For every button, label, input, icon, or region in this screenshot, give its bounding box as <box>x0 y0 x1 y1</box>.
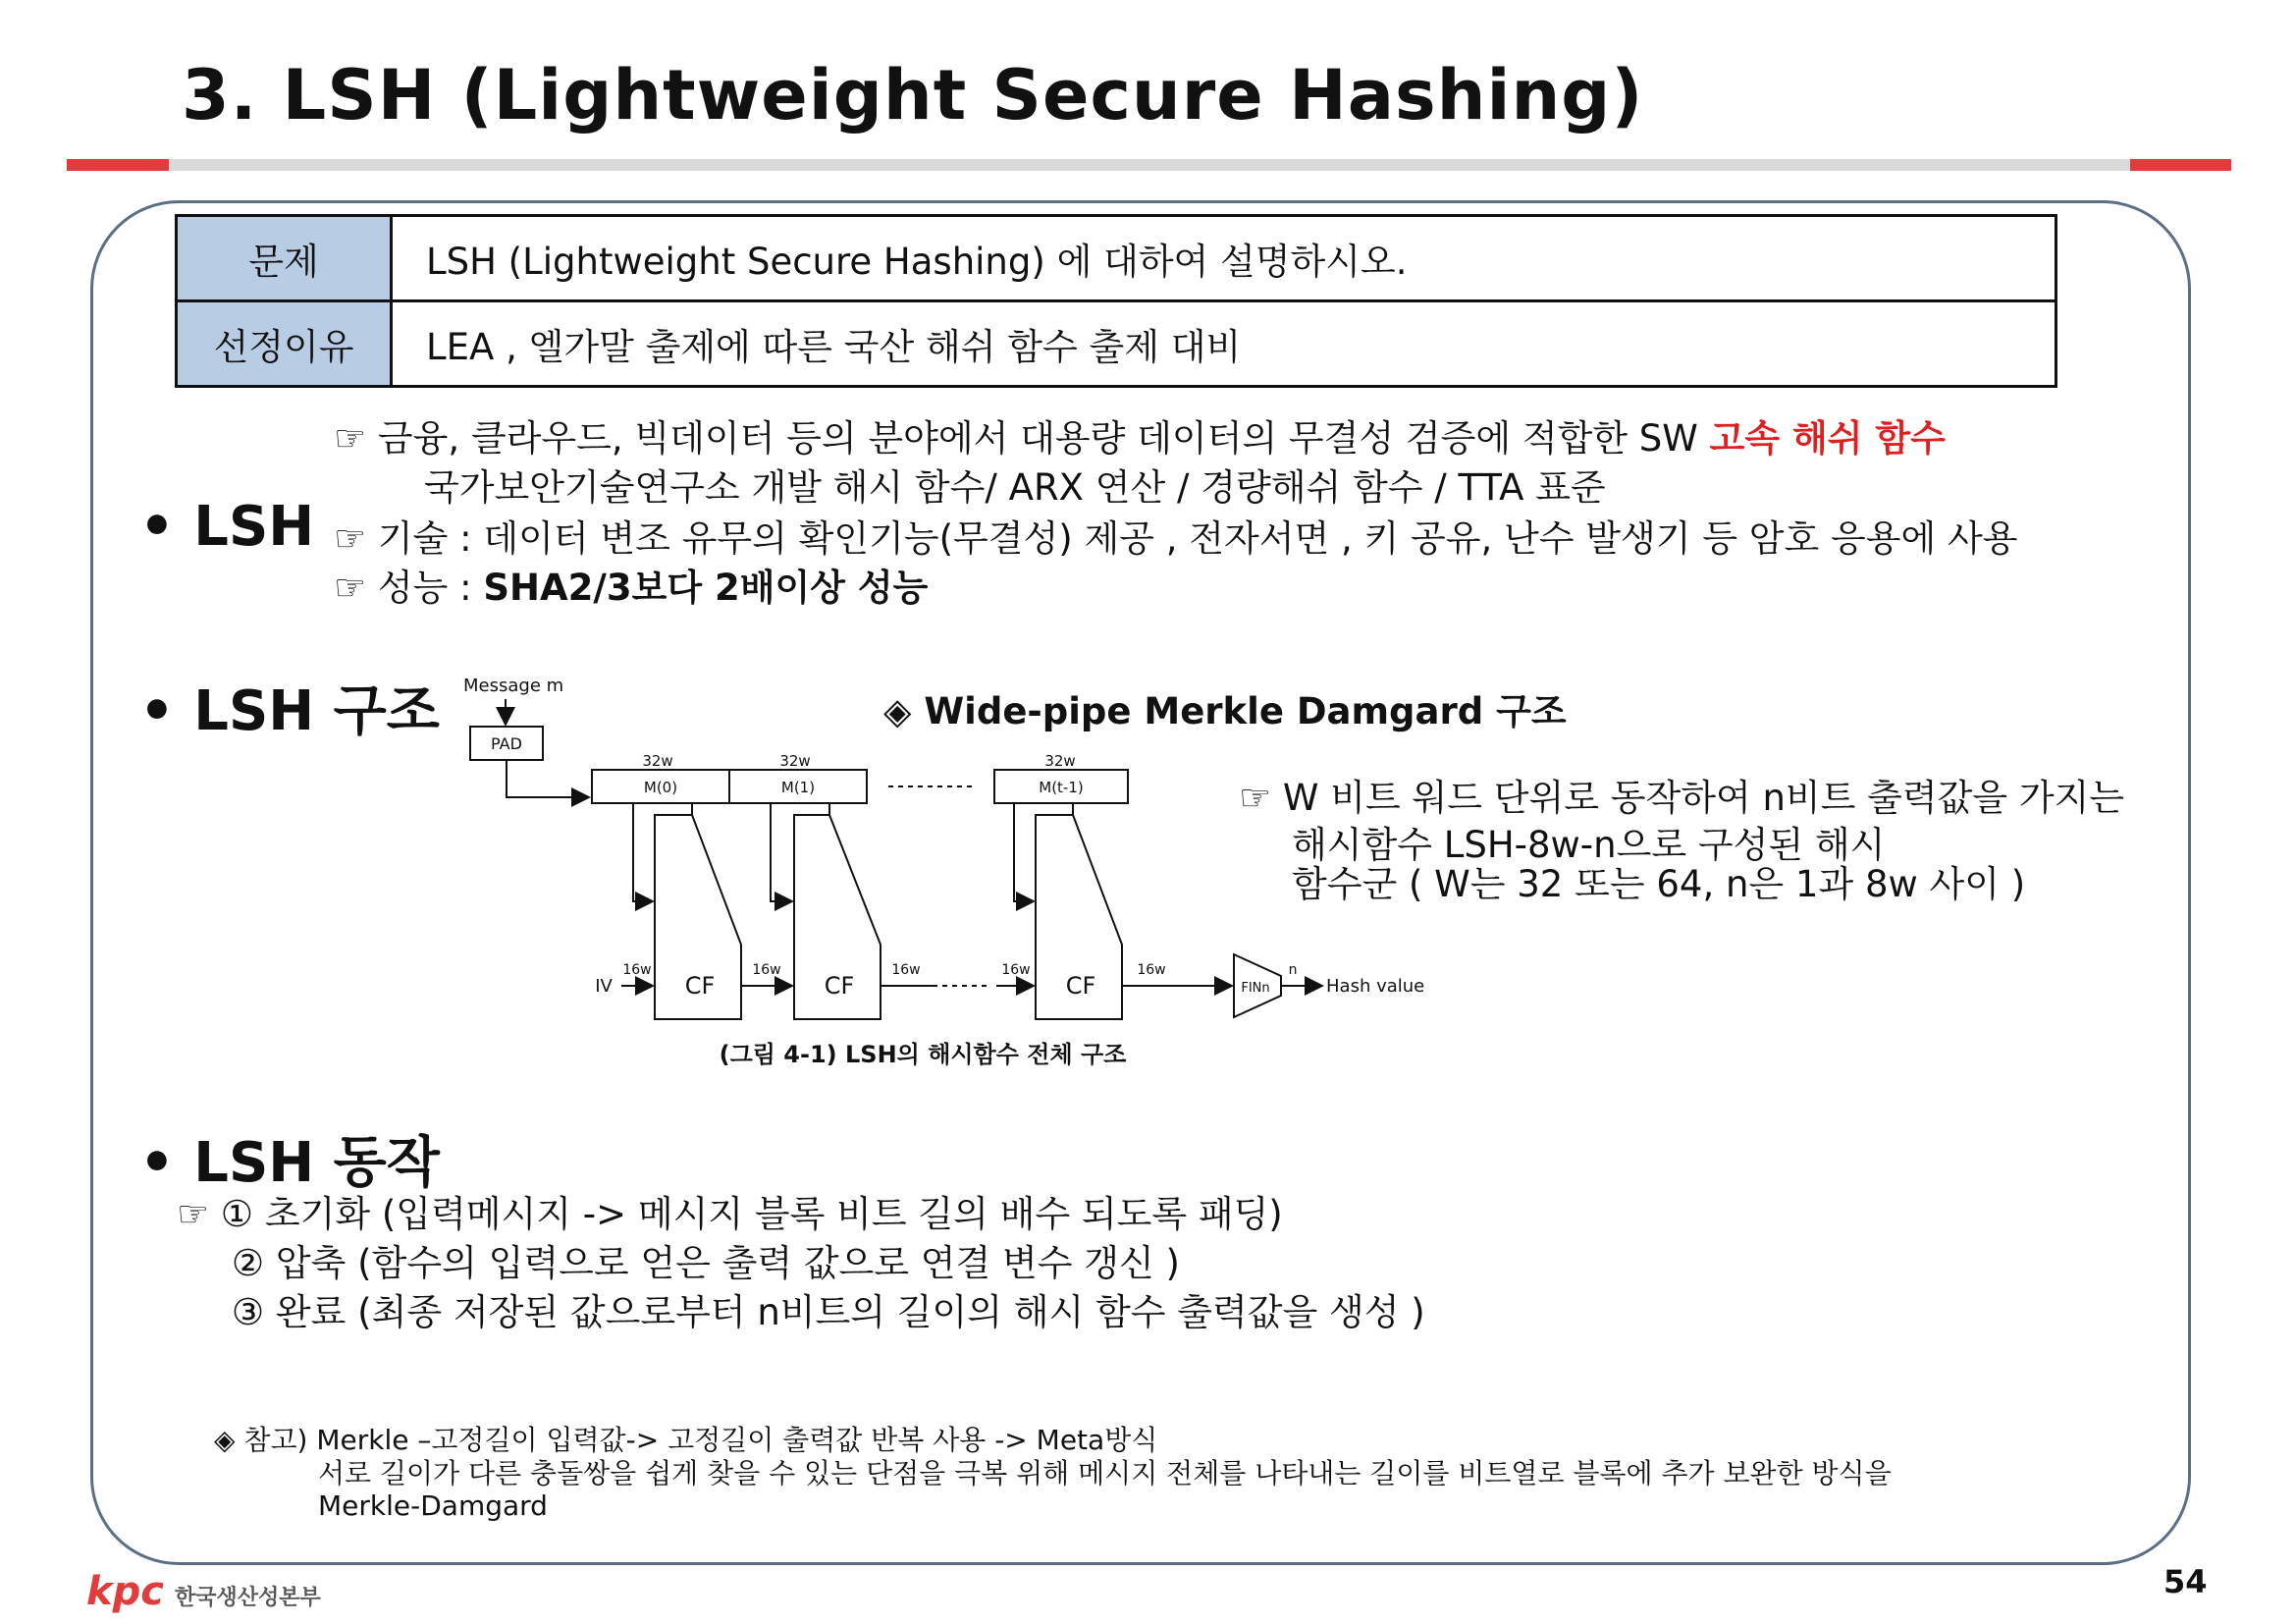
lsh-highlight-text: 고속 해쉬 함수 <box>1709 417 1946 460</box>
lsh-line-4-text: ☞ 성능 : <box>334 567 484 609</box>
lsh-structure-diagram <box>447 668 1443 1080</box>
diagram-chain-label: 16w <box>622 962 652 978</box>
question-table <box>175 214 2057 388</box>
structure-desc-2: 해시함수 LSH-8w-n으로 구성된 해시 <box>1292 824 1886 866</box>
note-line-3: Merkle-Damgard <box>318 1489 548 1522</box>
lsh-line-4 <box>334 564 928 613</box>
diagram-block-label: M(t-1) <box>1039 779 1084 796</box>
reason-label: 선정이유 <box>177 301 392 387</box>
reason-content: LEA , 엘가말 출제에 따른 국산 해쉬 함수 출제 대비 <box>392 301 2056 387</box>
diagram-cf-label: CF <box>684 972 716 1000</box>
structure-desc-3: 함수군 ( W는 32 또는 64, n은 1과 8w 사이 ) <box>1292 863 2026 905</box>
table-row <box>177 216 2056 301</box>
title-divider <box>67 159 2231 171</box>
title-divider-accent-right <box>2130 159 2231 171</box>
lsh-line-1-text: ☞ 금융, 클라우드, 빅데이터 등의 분야에서 대용량 데이터의 무결성 검증에 적합한 SW <box>334 417 1710 460</box>
operation-step-2: ② 압축 (함수의 입력으로 얻은 출력 값으로 연결 변수 갱신 ) <box>232 1242 1180 1284</box>
diagram-block-label: M(0) <box>643 779 678 796</box>
operation-step-3: ③ 완료 (최종 저장된 값으로부터 n비트의 길이의 해시 함수 출력값을 생성 ) <box>232 1291 1425 1333</box>
section-heading-structure: • LSH 구조 <box>139 679 440 743</box>
question-content: LSH (Lightweight Secure Hashing) 에 대하여 설명하시오. <box>392 216 2056 301</box>
diagram-width-label: 32w <box>779 752 811 770</box>
page-number: 54 <box>2163 1563 2208 1600</box>
diagram-cf-label: CF <box>1065 972 1096 1000</box>
diagram-fin-label: FINn <box>1241 981 1270 996</box>
kpc-logo <box>86 1569 321 1614</box>
lsh-line-2: 국가보안기술연구소 개발 해시 함수/ ARX 연산 / 경량해쉬 함수 / TTA 표준 <box>424 466 1606 509</box>
lsh-line-1 <box>334 414 1946 463</box>
section-heading-operation: • LSH 동작 <box>139 1131 440 1195</box>
page-title: 3. LSH (Lightweight Secure Hashing) <box>182 55 1644 135</box>
section-heading-lsh: • LSH <box>139 495 315 559</box>
diagram-width-label: 32w <box>642 752 673 770</box>
diagram-chain-label: 16w <box>752 962 781 978</box>
lsh-performance-text: SHA2/3보다 2배이상 성능 <box>483 567 929 609</box>
diagram-chain-label: 16w <box>1001 962 1031 978</box>
structure-subtitle: ◈ Wide-pipe Merkle Damgard 구조 <box>883 690 1567 732</box>
lsh-line-3: ☞ 기술 : 데이터 변조 유무의 확인기능(무결성) 제공 , 전자서면 , 키 공유, 난수 발생기 등 암호 응용에 사용 <box>334 517 2018 560</box>
table-row <box>177 301 2056 387</box>
diagram-caption: (그림 4-1) LSH의 해시함수 전체 구조 <box>719 1041 1127 1068</box>
note-line-1: ◈ 참고) Merkle –고정길이 입력값-> 고정길이 출력값 반복 사용 -> Meta방식 <box>214 1424 1158 1456</box>
diagram-message-label: Message m <box>463 676 564 696</box>
diagram-pad-label: PAD <box>491 734 522 753</box>
diagram-n-label: n <box>1288 962 1298 978</box>
structure-desc-1: ☞ W 비트 워드 단위로 동작하여 n비트 출력값을 가지는 <box>1239 777 2125 819</box>
diagram-width-label: 32w <box>1044 752 1076 770</box>
diagram-output-label: Hash value <box>1326 976 1425 997</box>
diagram-chain-label: 16w <box>891 962 921 978</box>
note-line-2: 서로 길이가 다른 충돌쌍을 쉽게 찾을 수 있는 단점을 극복 위해 메시지 전체를 나타내는 길이를 비트열로 블록에 추가 보완한 방식을 <box>318 1457 1892 1489</box>
operation-step-1: ☞ ① 초기화 (입력메시지 -> 메시지 블록 비트 길의 배수 되도록 패딩) <box>177 1193 1283 1235</box>
org-name: 한국생산성본부 <box>175 1586 321 1610</box>
title-divider-accent-left <box>67 159 169 171</box>
diagram-block-label: M(1) <box>780 779 816 796</box>
kpc-logo-mark: kpc <box>86 1569 164 1614</box>
question-label: 문제 <box>177 216 392 301</box>
diagram-iv-label: IV <box>595 976 613 997</box>
diagram-chain-label: 16w <box>1137 962 1166 978</box>
diagram-cf-label: CF <box>824 972 855 1000</box>
